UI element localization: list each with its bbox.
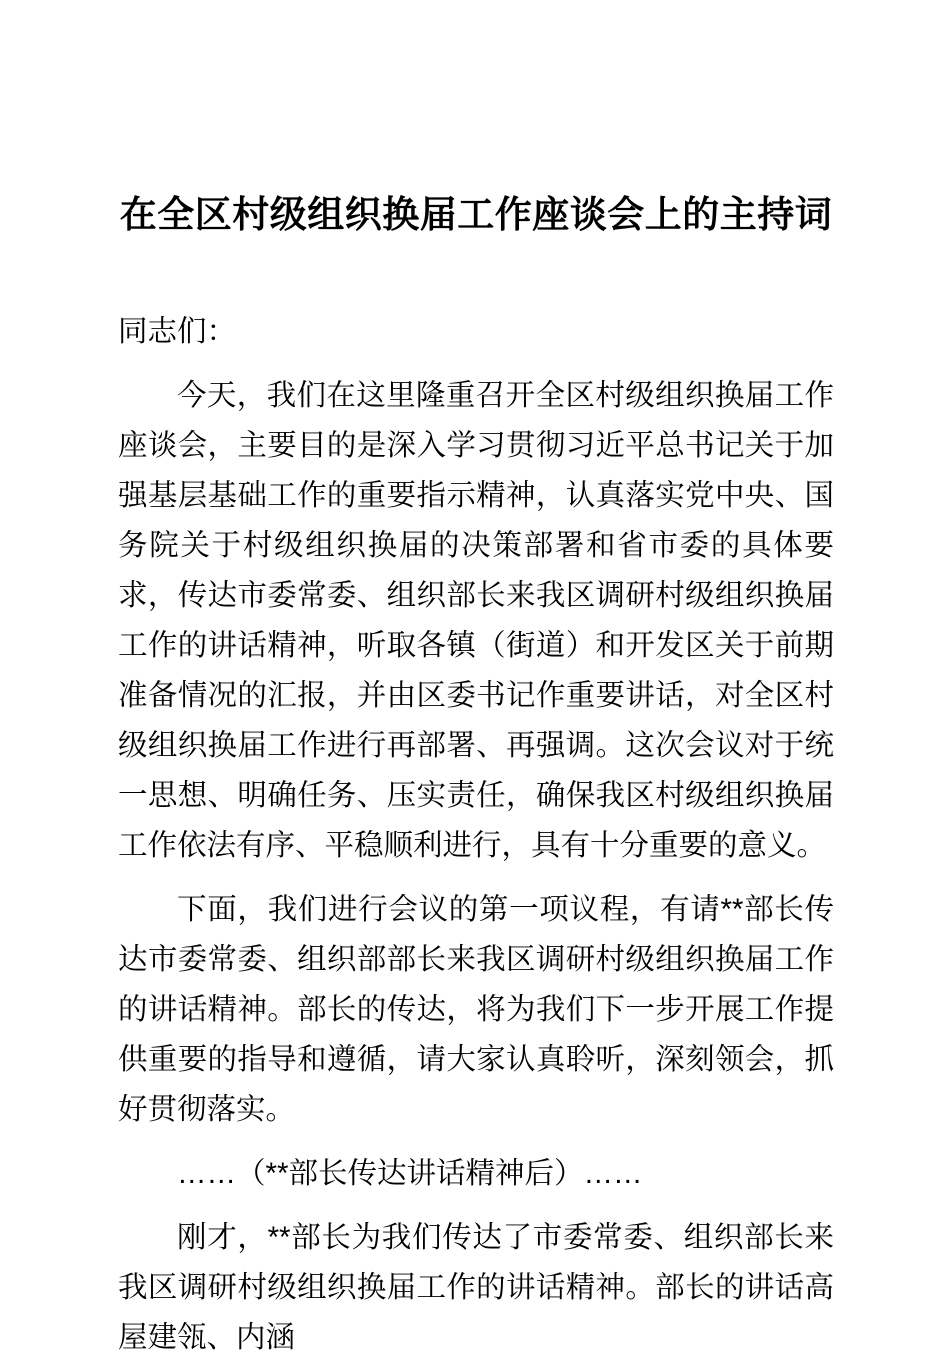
document-title: 在全区村级组织换届工作座谈会上的主持词 <box>119 194 833 235</box>
paragraph-opening-remarks: 今天，我们在这里隆重召开全区村级组织换届工作座谈会，主要目的是深入学习贯彻习近平总书记关于加强基层基础工作的重要指示精神，认真落实党中央、国务院关于村级组织换届的决策部署和省市委的具体要求，传达市委常委、组织部长来我区调研村级组织换届工作的讲话精神，听取各镇（街道）和开发区关于前期准备情况的汇报，并由区委书记作重要讲话，对全区村级组织换届工作进行再部署、再强调。这次会议对于统一思想、明确任务、压实责任，确保我区村级组织换届工作依法有序、平稳顺利进行，具有十分重要的意义。 <box>118 379 834 862</box>
paragraph-agenda-item-one: 下面，我们进行会议的第一项议程，有请**部长传达市委常委、组织部部长来我区调研村级组织换届工作的讲话精神。部长的传达，将为我们下一步开展工作提供重要的指导和遵循，请大家认真聆听，深刻领会，抓好贯彻落实。 <box>118 893 834 1126</box>
salutation: 同志们： <box>118 315 237 348</box>
paragraph-closing-comment: 刚才，**部长为我们传达了市委常委、组织部长来我区调研村级组织换届工作的讲话精神。部长的讲话高屋建瓴、内涵 <box>118 1221 834 1354</box>
page-content-area <box>118 0 834 1363</box>
paragraph-stage-direction: ……（**部长传达讲话精神后）…… <box>177 1157 643 1190</box>
